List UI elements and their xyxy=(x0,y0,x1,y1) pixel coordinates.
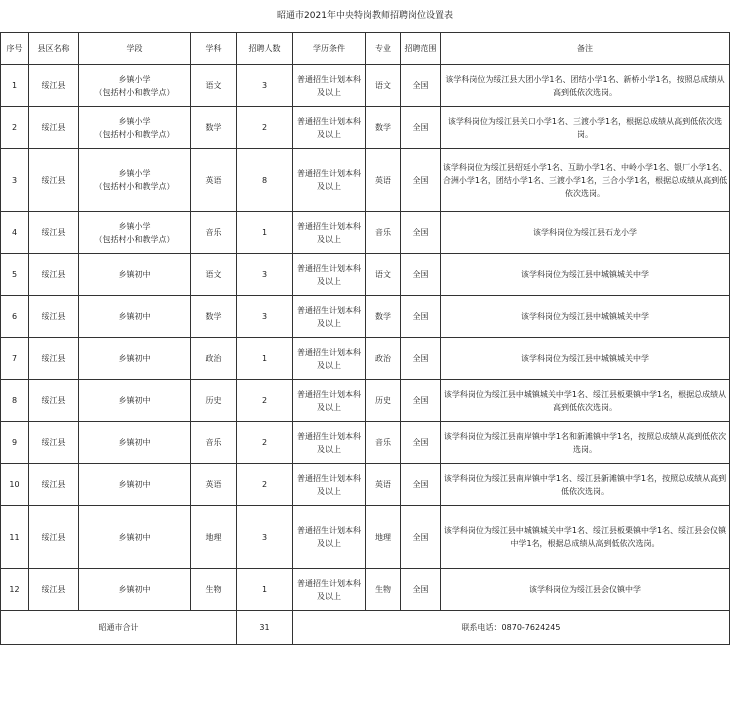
table-row xyxy=(1,506,730,569)
cell-seq: 4 xyxy=(1,212,29,254)
cell-education: 普通招生计划本科及以上 xyxy=(293,464,366,506)
header-major: 专业 xyxy=(366,33,401,65)
cell-subject: 历史 xyxy=(191,380,237,422)
cell-education: 普通招生计划本科及以上 xyxy=(293,296,366,338)
cell-major: 政治 xyxy=(366,338,401,380)
cell-county: 绥江县 xyxy=(29,506,79,569)
cell-stage: 乡镇小学 （包括村小和教学点） xyxy=(79,149,191,212)
cell-stage: 乡镇初中 xyxy=(79,506,191,569)
cell-county: 绥江县 xyxy=(29,380,79,422)
header-notes: 备注 xyxy=(441,33,730,65)
cell-seq: 1 xyxy=(1,65,29,107)
cell-count: 8 xyxy=(237,149,293,212)
cell-county: 绥江县 xyxy=(29,422,79,464)
cell-major: 音乐 xyxy=(366,212,401,254)
cell-notes: 该学科岗位为绥江县中城镇城关中学1名、绥江县板栗镇中学1名，根据总成绩从高到低依次选岗。 xyxy=(441,380,730,422)
table-row xyxy=(1,338,730,380)
cell-major: 英语 xyxy=(366,464,401,506)
cell-notes: 该学科岗位为绥江县大团小学1名、团结小学1名、新桥小学1名，按照总成绩从高到低依次选岗。 xyxy=(441,65,730,107)
cell-education: 普通招生计划本科及以上 xyxy=(293,149,366,212)
cell-seq: 8 xyxy=(1,380,29,422)
cell-notes: 该学科岗位为绥江县中城镇城关中学 xyxy=(441,254,730,296)
cell-notes: 该学科岗位为绥江县石龙小学 xyxy=(441,212,730,254)
cell-scope: 全国 xyxy=(401,422,441,464)
cell-education: 普通招生计划本科及以上 xyxy=(293,569,366,611)
cell-seq: 9 xyxy=(1,422,29,464)
cell-subject: 数学 xyxy=(191,296,237,338)
cell-count: 2 xyxy=(237,422,293,464)
cell-scope: 全国 xyxy=(401,296,441,338)
table-title: 昭通市2021年中央特岗教师招聘岗位设置表 xyxy=(1,0,730,33)
cell-stage: 乡镇初中 xyxy=(79,569,191,611)
cell-county: 绥江县 xyxy=(29,254,79,296)
table-row xyxy=(1,296,730,338)
header-scope: 招聘范围 xyxy=(401,33,441,65)
header-county: 县区名称 xyxy=(29,33,79,65)
table-row xyxy=(1,65,730,107)
cell-notes: 该学科岗位为绥江县南岸镇中学1名和新滩镇中学1名，按照总成绩从高到低依次选岗。 xyxy=(441,422,730,464)
cell-scope: 全国 xyxy=(401,65,441,107)
cell-education: 普通招生计划本科及以上 xyxy=(293,506,366,569)
cell-seq: 10 xyxy=(1,464,29,506)
cell-subject: 生物 xyxy=(191,569,237,611)
cell-seq: 2 xyxy=(1,107,29,149)
cell-major: 语文 xyxy=(366,254,401,296)
cell-subject: 音乐 xyxy=(191,212,237,254)
cell-education: 普通招生计划本科及以上 xyxy=(293,212,366,254)
cell-stage: 乡镇小学 （包括村小和教学点） xyxy=(79,65,191,107)
cell-county: 绥江县 xyxy=(29,464,79,506)
cell-scope: 全国 xyxy=(401,212,441,254)
cell-notes: 该学科岗位为绥江县中城镇城关中学 xyxy=(441,338,730,380)
cell-major: 地理 xyxy=(366,506,401,569)
cell-scope: 全国 xyxy=(401,380,441,422)
cell-scope: 全国 xyxy=(401,569,441,611)
cell-county: 绥江县 xyxy=(29,65,79,107)
cell-education: 普通招生计划本科及以上 xyxy=(293,380,366,422)
header-stage: 学段 xyxy=(79,33,191,65)
table-row xyxy=(1,149,730,212)
cell-stage: 乡镇初中 xyxy=(79,422,191,464)
cell-stage: 乡镇初中 xyxy=(79,296,191,338)
table-row xyxy=(1,569,730,611)
cell-county: 绥江县 xyxy=(29,338,79,380)
cell-count: 3 xyxy=(237,254,293,296)
cell-count: 1 xyxy=(237,338,293,380)
cell-stage: 乡镇初中 xyxy=(79,380,191,422)
cell-education: 普通招生计划本科及以上 xyxy=(293,422,366,464)
cell-seq: 5 xyxy=(1,254,29,296)
cell-stage: 乡镇初中 xyxy=(79,464,191,506)
cell-county: 绥江县 xyxy=(29,107,79,149)
cell-count: 3 xyxy=(237,506,293,569)
cell-county: 绥江县 xyxy=(29,212,79,254)
cell-count: 2 xyxy=(237,380,293,422)
header-row xyxy=(1,33,730,65)
cell-notes: 该学科岗位为绥江县南岸镇中学1名、绥江县新滩镇中学1名，按照总成绩从高到低依次选岗。 xyxy=(441,464,730,506)
cell-seq: 6 xyxy=(1,296,29,338)
cell-subject: 英语 xyxy=(191,464,237,506)
cell-count: 2 xyxy=(237,464,293,506)
cell-notes: 该学科岗位为绥江县中城镇城关中学 xyxy=(441,296,730,338)
total-row xyxy=(1,611,730,645)
table-row xyxy=(1,464,730,506)
table-row xyxy=(1,254,730,296)
cell-scope: 全国 xyxy=(401,338,441,380)
cell-education: 普通招生计划本科及以上 xyxy=(293,338,366,380)
contact-phone: 联系电话：0870-7624245 xyxy=(293,611,730,645)
cell-subject: 英语 xyxy=(191,149,237,212)
cell-scope: 全国 xyxy=(401,464,441,506)
cell-stage: 乡镇初中 xyxy=(79,254,191,296)
cell-county: 绥江县 xyxy=(29,296,79,338)
cell-seq: 11 xyxy=(1,506,29,569)
cell-seq: 12 xyxy=(1,569,29,611)
cell-subject: 音乐 xyxy=(191,422,237,464)
total-label: 昭通市合计 xyxy=(1,611,237,645)
cell-notes: 该学科岗位为绥江县会仪镇中学 xyxy=(441,569,730,611)
cell-stage: 乡镇初中 xyxy=(79,338,191,380)
cell-education: 普通招生计划本科及以上 xyxy=(293,107,366,149)
cell-scope: 全国 xyxy=(401,506,441,569)
cell-scope: 全国 xyxy=(401,149,441,212)
table-row xyxy=(1,107,730,149)
cell-stage: 乡镇小学 （包括村小和教学点） xyxy=(79,107,191,149)
cell-notes: 该学科岗位为绥江县中城镇城关中学1名、绥江县板栗镇中学1名、绥江县会仪镇中学1名，根据总成绩从高到低依次选岗。 xyxy=(441,506,730,569)
header-seq: 序号 xyxy=(1,33,29,65)
cell-major: 语文 xyxy=(366,65,401,107)
table-row xyxy=(1,422,730,464)
cell-seq: 3 xyxy=(1,149,29,212)
table-row xyxy=(1,380,730,422)
cell-major: 数学 xyxy=(366,107,401,149)
cell-education: 普通招生计划本科及以上 xyxy=(293,254,366,296)
cell-major: 英语 xyxy=(366,149,401,212)
cell-subject: 地理 xyxy=(191,506,237,569)
header-subject: 学科 xyxy=(191,33,237,65)
cell-county: 绥江县 xyxy=(29,569,79,611)
header-count: 招聘人数 xyxy=(237,33,293,65)
cell-count: 3 xyxy=(237,296,293,338)
cell-scope: 全国 xyxy=(401,107,441,149)
table-row xyxy=(1,212,730,254)
cell-notes: 该学科岗位为绥江县绍廷小学1名、互助小学1名、中岭小学1名、银厂小学1名、合洲小学1名，团结小学1名、三渡小学1名，三合小学1名，根据总成绩从高到低依次选岗。 xyxy=(441,149,730,212)
cell-major: 音乐 xyxy=(366,422,401,464)
cell-education: 普通招生计划本科及以上 xyxy=(293,65,366,107)
cell-major: 生物 xyxy=(366,569,401,611)
cell-count: 1 xyxy=(237,212,293,254)
cell-seq: 7 xyxy=(1,338,29,380)
cell-subject: 政治 xyxy=(191,338,237,380)
cell-county: 绥江县 xyxy=(29,149,79,212)
cell-subject: 语文 xyxy=(191,65,237,107)
cell-count: 2 xyxy=(237,107,293,149)
cell-scope: 全国 xyxy=(401,254,441,296)
cell-subject: 语文 xyxy=(191,254,237,296)
cell-count: 1 xyxy=(237,569,293,611)
cell-major: 数学 xyxy=(366,296,401,338)
cell-count: 3 xyxy=(237,65,293,107)
total-count: 31 xyxy=(237,611,293,645)
cell-major: 历史 xyxy=(366,380,401,422)
cell-notes: 该学科岗位为绥江县关口小学1名、三渡小学1名，根据总成绩从高到低依次选岗。 xyxy=(441,107,730,149)
cell-subject: 数学 xyxy=(191,107,237,149)
header-education: 学历条件 xyxy=(293,33,366,65)
cell-stage: 乡镇小学 （包括村小和教学点） xyxy=(79,212,191,254)
